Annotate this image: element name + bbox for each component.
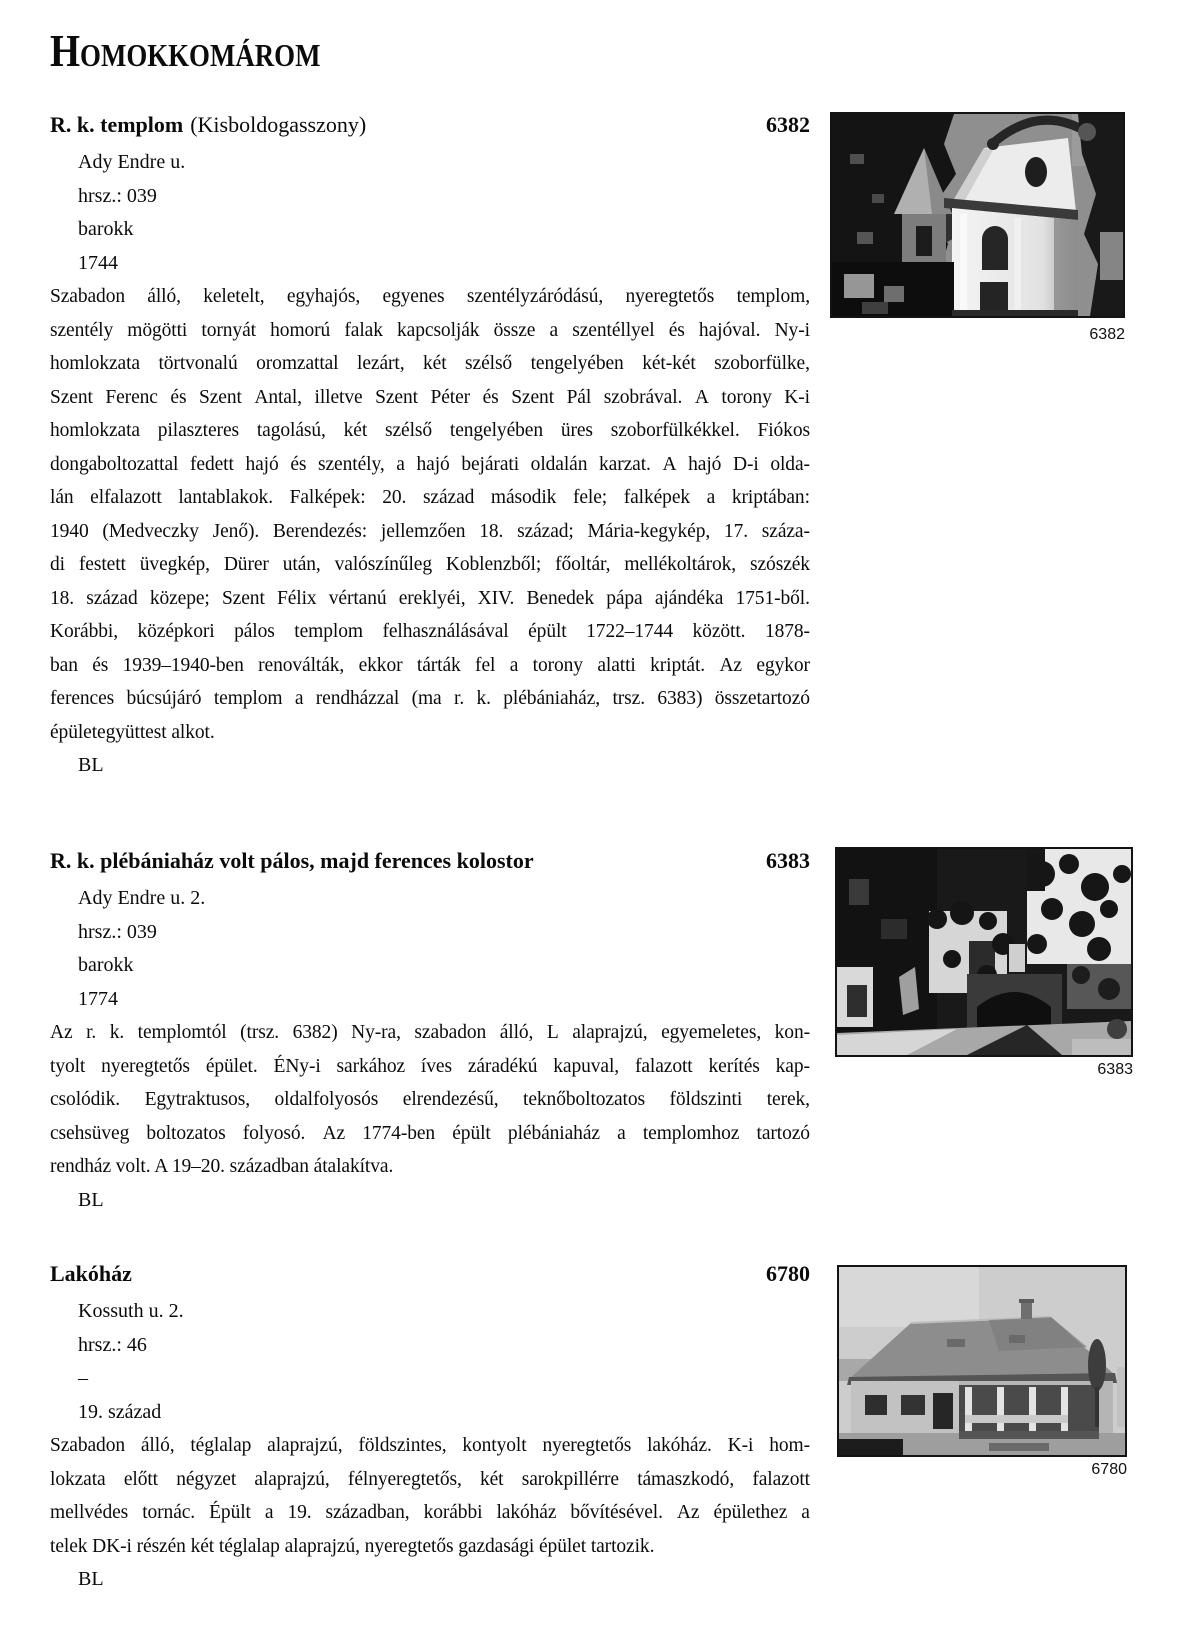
body-line: csolódik. Egytraktusos, oldalfolyosós elrendezésű, teknőboltozatos földszinti terek, [50, 1089, 810, 1110]
body-line: rendház volt. A 19–20. században átalakítva. [50, 1156, 394, 1177]
meta-line: hrsz.: 039 [78, 184, 157, 207]
meta-line: Ady Endre u. 2. [78, 887, 206, 909]
monastery-photo [835, 847, 1133, 1057]
entry-signature: BL [78, 754, 104, 776]
body-line: ferences búcsújáró templom a rendházzal (ma r. k. plébániaház, trsz. 6383) összetartozó [50, 688, 810, 709]
body-line: ban és 1939–1940-ben renoválták, ekkor tárták fel a torony alatti kriptát. Az egykor [50, 654, 810, 676]
body-line: Az r. k. templomtól (trsz. 6382) Ny-ra, szabadon álló, L alaprajzú, egyemeletes, kon- [50, 1022, 810, 1043]
entry-signature: BL [78, 1568, 104, 1590]
body-line: dongaboltozattal fedett hajó és szentély, a hajó bejárati oldalán karzat. A hajó D-i olda- [50, 453, 810, 475]
house-photo-image [839, 1267, 1125, 1455]
meta-line: Ady Endre u. [78, 151, 186, 173]
entry-name: R. k. templom [50, 112, 184, 137]
church-photo [830, 112, 1125, 318]
entry-number: 6382 [766, 112, 810, 137]
meta-line: Kossuth u. 2. [78, 1300, 184, 1322]
entry-name: R. k. plébániaház volt pálos, majd ferences kolostor [50, 848, 534, 873]
photo-caption: 6382 [1089, 326, 1125, 343]
entry-body [50, 280, 810, 749]
entry-title [50, 1260, 139, 1287]
page-title: Homokkomárom [50, 25, 321, 76]
body-line: telek DK-i részén két téglalap alaprajzú, nyeregtetős gazdasági épület tartozik. [50, 1535, 655, 1557]
entry-signature: BL [78, 1188, 104, 1211]
body-line: lán elfalazott lantablakok. Falképek: 20. század második fele; falképek a kriptában: [50, 487, 810, 508]
photo-caption: 6780 [1091, 1461, 1127, 1478]
body-line: homlokzata törtvonalú oromzattal lezárt, két szélső tengelyében két-két szoborfülke, [50, 353, 810, 374]
meta-line: barokk [78, 218, 134, 240]
body-line: tyolt nyeregtetős épület. ÉNy-i sarkához íves záradékú kapuval, falazott kerítés kap- [50, 1055, 810, 1077]
body-line: homlokzata pilaszteres tagolású, két szélső tengelyében üres szoborfülkékkel. Fiókos [50, 420, 810, 441]
entry-heading [50, 847, 810, 882]
entry-title [50, 111, 366, 138]
entry-number: 6383 [766, 848, 810, 873]
entry-name-suffix: (Kisboldogasszony) [190, 112, 367, 137]
church-photo-image [832, 114, 1123, 316]
body-line: Szabadon álló, keletelt, egyhajós, egyenes szentélyzáródású, nyeregtetős templom, [50, 286, 810, 307]
meta-line: – [78, 1367, 88, 1389]
meta-line: hrsz.: 039 [78, 920, 157, 943]
entry-body [50, 1429, 810, 1563]
house-photo [837, 1265, 1127, 1457]
body-line: Szent Ferenc és Szent Antal, illetve Szent Péter és Szent Pál szobrával. A torony K-i [50, 386, 810, 408]
entry-title [50, 847, 541, 874]
entry-heading [50, 1260, 810, 1295]
meta-line: 19. század [78, 1400, 162, 1423]
body-line: 18. század közepe; Szent Félix vértanú ereklyéi, XIV. Benedek pápa ajándéka 1751-ből. [50, 587, 810, 609]
meta-line: 1774 [78, 987, 118, 1010]
body-line: 1940 (Medveczky Jenő). Berendezés: jellemzően 18. század; Mária-kegykép, 17. száza- [50, 520, 810, 542]
meta-line: barokk [78, 954, 134, 976]
entry-meta [50, 1295, 810, 1429]
entry-6383 [50, 847, 810, 1217]
body-line: csehsüveg boltozatos folyosó. Az 1774-ben épült plébániaház a templomhoz tartozó [50, 1122, 810, 1144]
entry-meta [50, 882, 810, 1016]
entry-meta [50, 146, 810, 280]
body-line: di festett üvegkép, Dürer után, valószínűleg Koblenzből; főoltár, mellékoltárok, szószék [50, 554, 810, 575]
entry-name: Lakóház [50, 1261, 132, 1286]
body-line: Szabadon álló, téglalap alaprajzú, földszintes, kontyolt nyeregtetős lakóház. K-i hom- [50, 1435, 810, 1456]
entry-heading [50, 111, 810, 146]
entry-number: 6780 [766, 1261, 810, 1286]
body-line: Korábbi, középkori pálos templom felhasználásával épült 1722–1744 között. 1878- [50, 621, 810, 642]
body-line: mellvédes tornác. Épült a 19. században, korábbi lakóház bővítésével. Az épülethez a [50, 1502, 810, 1523]
body-line: szentély mögötti tornyát homorú falak kapcsolják össze a szentéllyel és hajóval. Ny-i [50, 319, 810, 341]
entry-6382 [50, 111, 810, 783]
monastery-photo-image [837, 849, 1131, 1055]
body-line: épületegyüttest alkot. [50, 721, 215, 743]
entry-6780 [50, 1260, 810, 1597]
photo-caption: 6383 [1097, 1061, 1133, 1078]
meta-line: hrsz.: 46 [78, 1333, 147, 1356]
entry-body [50, 1016, 810, 1184]
meta-line: 1744 [78, 251, 118, 274]
body-line: lokzata előtt négyzet alaprajzú, félnyeregtetős, két sarokpillérre támaszkodó, falazott [50, 1468, 810, 1490]
